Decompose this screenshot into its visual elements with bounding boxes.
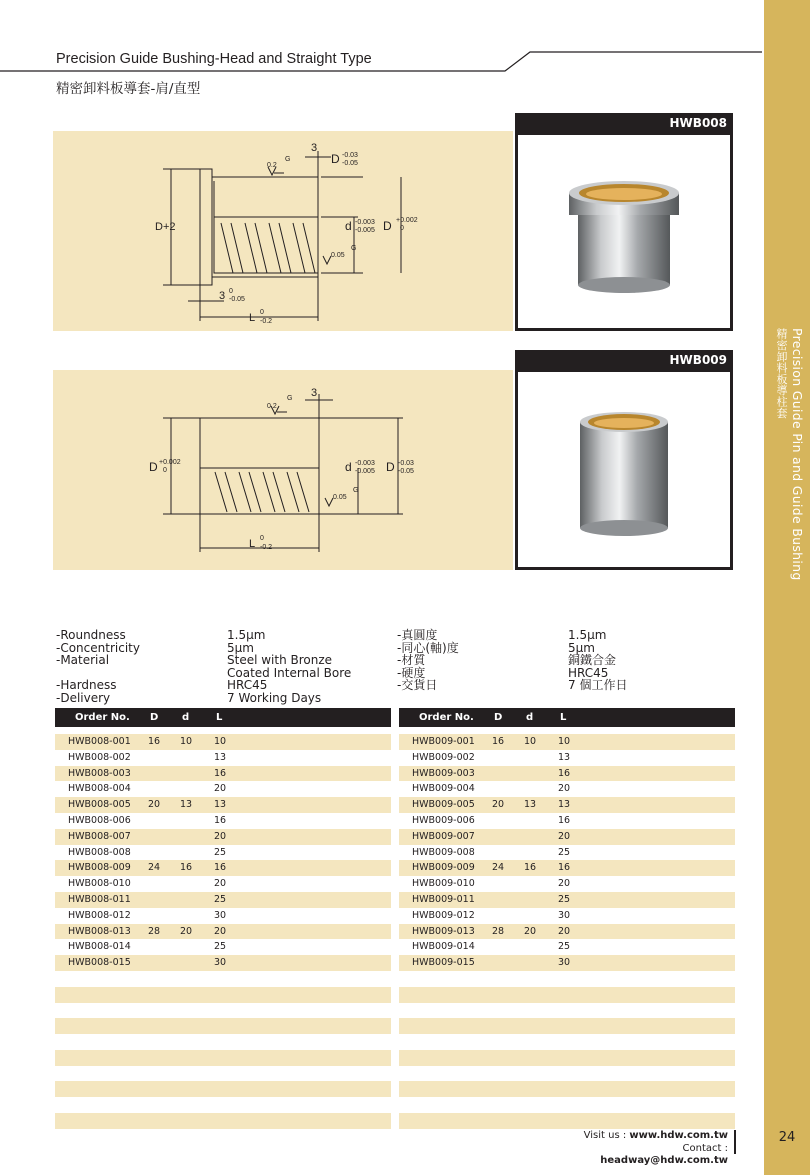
table-row xyxy=(55,845,391,861)
table-cell: HWB009-001 xyxy=(412,736,475,747)
table-cell: HWB009-013 xyxy=(412,925,475,937)
table-cell: HWB008-007 xyxy=(68,830,131,842)
empty-table-row xyxy=(55,1113,391,1129)
empty-table-row xyxy=(399,1081,735,1097)
specs-zh xyxy=(397,629,627,692)
table-row xyxy=(55,924,391,940)
table-cell: HWB008-010 xyxy=(68,878,131,890)
table-cell: 20 xyxy=(492,799,505,811)
table-row xyxy=(55,860,391,876)
table-cell: 20 xyxy=(558,830,571,842)
table-row xyxy=(399,924,735,940)
product-photo-straight-bushing xyxy=(518,372,730,567)
table-cell: HWB009-003 xyxy=(412,767,475,779)
table-cell: HWB009-007 xyxy=(412,830,475,842)
svg-text:0.2: 0.2 xyxy=(267,403,277,410)
svg-text:G: G xyxy=(287,395,293,402)
table-cell: HWB009-008 xyxy=(412,846,475,858)
column-header-d: D xyxy=(150,712,159,723)
table-cell: 20 xyxy=(558,878,571,890)
table-cell: 16 xyxy=(214,862,227,874)
svg-text:-0.05: -0.05 xyxy=(398,468,414,475)
email-link[interactable]: headway@hdw.com.tw xyxy=(600,1155,728,1166)
product-code-hwb008: HWB008 xyxy=(669,116,727,130)
table-cell: HWB008-011 xyxy=(68,893,131,905)
table-cell: 20 xyxy=(558,925,571,937)
table-row xyxy=(399,797,735,813)
website-link[interactable]: www.hdw.com.tw xyxy=(629,1130,728,1141)
svg-text:0: 0 xyxy=(229,288,233,295)
footer-contact: Visit us : www.hdw.com.tw Contact : headway@hdw.com.tw xyxy=(583,1130,728,1166)
diagram-head-type xyxy=(53,131,513,331)
svg-text:0.05: 0.05 xyxy=(333,494,347,501)
column-header-l: L xyxy=(560,712,567,723)
table-cell: HWB008-009 xyxy=(68,862,131,874)
table-row xyxy=(55,734,391,750)
diagram-straight-type xyxy=(53,370,513,570)
label-D-upper: D xyxy=(331,152,340,166)
svg-text:0.05: 0.05 xyxy=(331,252,345,259)
spec-row: -Delivery 7 Working Days xyxy=(56,690,322,705)
svg-text:0: 0 xyxy=(400,225,404,232)
table-cell: 30 xyxy=(214,957,227,969)
table-cell: HWB008-002 xyxy=(68,751,131,763)
table-row xyxy=(399,734,735,750)
table-row xyxy=(55,750,391,766)
dim-3-bottom: 3 xyxy=(311,387,318,399)
table-row xyxy=(399,939,735,955)
table-row xyxy=(399,845,735,861)
table-cell: HWB008-012 xyxy=(68,909,131,921)
label-D-right: D xyxy=(383,219,392,233)
svg-text:0: 0 xyxy=(260,535,264,542)
label-D-plus-2: D+2 xyxy=(155,221,176,233)
table-cell: 16 xyxy=(214,814,227,826)
svg-text:-0.2: -0.2 xyxy=(260,544,273,551)
svg-text:0.2: 0.2 xyxy=(267,162,277,169)
table-cell: HWB008-006 xyxy=(68,814,131,826)
table-cell: 13 xyxy=(214,799,227,811)
spec-row: -Concentricity 5µm xyxy=(56,640,254,655)
table-row xyxy=(55,766,391,782)
column-header-l: L xyxy=(216,712,223,723)
table-cell: 13 xyxy=(558,751,571,763)
table-header xyxy=(55,708,391,727)
page-number: 24 xyxy=(778,1130,796,1145)
table-cell: 20 xyxy=(214,830,227,842)
table-row xyxy=(55,813,391,829)
label-D-right-bottom: D xyxy=(386,460,395,474)
table-cell: 16 xyxy=(524,862,537,874)
label-D-left: D xyxy=(149,460,158,474)
svg-text:-0.005: -0.005 xyxy=(355,468,375,475)
svg-text:-0.05: -0.05 xyxy=(229,296,245,303)
table-cell: 20 xyxy=(524,925,537,937)
spec-row: -Roundness 1.5µm xyxy=(56,628,266,642)
empty-table-row xyxy=(55,987,391,1003)
table-cell: 10 xyxy=(180,736,193,747)
table-cell: 25 xyxy=(214,846,227,858)
table-cell: HWB008-005 xyxy=(68,799,131,811)
table-cell: HWB008-004 xyxy=(68,783,131,795)
table-cell: HWB009-005 xyxy=(412,799,475,811)
dim-3-top: 3 xyxy=(311,142,318,154)
table-cell: HWB009-004 xyxy=(412,783,475,795)
svg-text:-0.005: -0.005 xyxy=(355,227,375,234)
table-cell: HWB008-015 xyxy=(68,957,131,969)
sidebar-section-title xyxy=(769,328,805,628)
spec-row: -Material Steel with Bronze xyxy=(56,653,333,667)
table-cell: HWB009-002 xyxy=(412,751,475,763)
dim-head-3: 3 xyxy=(219,290,226,302)
column-header-d: D xyxy=(494,712,503,723)
table-row xyxy=(55,876,391,892)
page-title: Precision Guide Bushing-Head and Straight Type xyxy=(56,51,372,67)
table-row xyxy=(55,829,391,845)
empty-table-row xyxy=(55,1050,391,1066)
empty-table-row xyxy=(399,1113,735,1129)
table-cell: 20 xyxy=(558,783,571,795)
table-cell: HWB009-009 xyxy=(412,862,475,874)
svg-text:G: G xyxy=(351,245,357,252)
sidebar-title-zh: 精密卸料板導柱套 xyxy=(775,328,788,419)
table-row xyxy=(399,860,735,876)
svg-text:-0.003: -0.003 xyxy=(355,460,375,467)
label-d: d xyxy=(345,219,352,233)
svg-text:-0.03: -0.03 xyxy=(342,152,358,159)
table-cell: 16 xyxy=(180,862,193,874)
table-cell: HWB008-013 xyxy=(68,925,131,937)
table-cell: 25 xyxy=(558,893,571,905)
table-row xyxy=(399,908,735,924)
table-cell: 25 xyxy=(214,941,227,953)
table-cell: 16 xyxy=(492,736,505,747)
table-cell: 30 xyxy=(214,909,227,921)
spec-row: -同心(軸)度 5µm xyxy=(397,640,595,655)
svg-text:-0.05: -0.05 xyxy=(342,160,358,167)
label-d-bottom: d xyxy=(345,460,352,474)
empty-table-row xyxy=(55,1018,391,1034)
photo-card-hwb008 xyxy=(515,113,733,331)
svg-text:-0.2: -0.2 xyxy=(260,318,273,325)
table-cell: HWB009-012 xyxy=(412,909,475,921)
svg-text:+0.002: +0.002 xyxy=(396,217,418,224)
table-cell: 30 xyxy=(558,909,571,921)
table-cell: 13 xyxy=(214,751,227,763)
table-cell: 16 xyxy=(558,814,571,826)
table-row xyxy=(399,766,735,782)
table-cell: 10 xyxy=(558,736,571,747)
table-cell: HWB009-010 xyxy=(412,878,475,890)
order-table-hwb008 xyxy=(55,708,391,1144)
table-row xyxy=(399,876,735,892)
table-cell: 20 xyxy=(180,925,193,937)
table-row xyxy=(399,955,735,971)
table-cell: 28 xyxy=(148,925,161,937)
svg-text:G: G xyxy=(353,487,359,494)
table-cell: 13 xyxy=(180,799,193,811)
column-header-order: Order No. xyxy=(419,712,474,723)
table-cell: 16 xyxy=(558,862,571,874)
table-cell: 20 xyxy=(214,878,227,890)
spec-row: -硬度 HRC45 xyxy=(397,665,609,680)
table-header xyxy=(399,708,735,727)
svg-text:G: G xyxy=(285,156,291,163)
svg-text:+0.002: +0.002 xyxy=(159,459,181,466)
table-cell: 28 xyxy=(492,925,505,937)
table-row xyxy=(399,813,735,829)
photo-card-hwb009 xyxy=(515,350,733,570)
spec-row: Coated Internal Bore xyxy=(227,665,352,680)
table-cell: 13 xyxy=(524,799,537,811)
spec-row: -材質 銅鐵合金 xyxy=(397,653,617,667)
label-L: L xyxy=(249,312,256,324)
empty-table-row xyxy=(399,1050,735,1066)
table-row xyxy=(55,939,391,955)
footer-divider xyxy=(734,1130,736,1154)
table-cell: HWB008-003 xyxy=(68,767,131,779)
table-cell: 25 xyxy=(558,941,571,953)
column-header-d: d xyxy=(182,712,190,723)
label-L-bottom: L xyxy=(249,538,256,550)
table-cell: 13 xyxy=(558,799,571,811)
table-row xyxy=(55,781,391,797)
table-row xyxy=(55,955,391,971)
table-cell: HWB009-014 xyxy=(412,941,475,953)
order-table-hwb009 xyxy=(399,708,735,1144)
table-row xyxy=(399,892,735,908)
svg-text:-0.03: -0.03 xyxy=(398,460,414,467)
spec-row: -真圓度 1.5µm xyxy=(397,628,607,642)
empty-table-row xyxy=(55,1081,391,1097)
table-cell: 20 xyxy=(214,925,227,937)
empty-table-row xyxy=(399,987,735,1003)
table-cell: HWB008-001 xyxy=(68,736,131,747)
table-row xyxy=(55,908,391,924)
table-cell: 10 xyxy=(214,736,227,747)
table-cell: HWB008-014 xyxy=(68,941,131,953)
column-header-order: Order No. xyxy=(75,712,130,723)
table-cell: 10 xyxy=(524,736,537,747)
table-cell: 25 xyxy=(558,846,571,858)
product-code-hwb009: HWB009 xyxy=(669,353,727,367)
svg-text:0: 0 xyxy=(163,467,167,474)
product-photo-head-bushing xyxy=(518,135,730,328)
table-cell: 25 xyxy=(214,893,227,905)
table-cell: 16 xyxy=(148,736,161,747)
empty-table-row xyxy=(399,1018,735,1034)
table-cell: 24 xyxy=(492,862,505,874)
spec-row: -交貨日 7 個工作日 xyxy=(397,678,628,692)
table-row xyxy=(399,750,735,766)
svg-text:-0.003: -0.003 xyxy=(355,219,375,226)
column-header-d: d xyxy=(526,712,534,723)
specs-en xyxy=(56,629,351,704)
table-cell: HWB008-008 xyxy=(68,846,131,858)
spec-row: -Hardness HRC45 xyxy=(56,678,268,692)
table-cell: 24 xyxy=(148,862,161,874)
table-cell: 30 xyxy=(558,957,571,969)
table-row xyxy=(55,892,391,908)
table-row xyxy=(55,797,391,813)
table-cell: HWB009-015 xyxy=(412,957,475,969)
table-cell: 20 xyxy=(148,799,161,811)
table-cell: 16 xyxy=(214,767,227,779)
table-cell: HWB009-011 xyxy=(412,893,475,905)
table-row xyxy=(399,781,735,797)
table-row xyxy=(399,829,735,845)
table-cell: HWB009-006 xyxy=(412,814,475,826)
svg-text:0: 0 xyxy=(260,309,264,316)
sidebar-title-en: Precision Guide Pin and Guide Bushing xyxy=(790,328,805,581)
page-subtitle-zh: 精密卸料板導套-肩/直型 xyxy=(56,81,201,97)
table-cell: 16 xyxy=(558,767,571,779)
table-cell: 20 xyxy=(214,783,227,795)
